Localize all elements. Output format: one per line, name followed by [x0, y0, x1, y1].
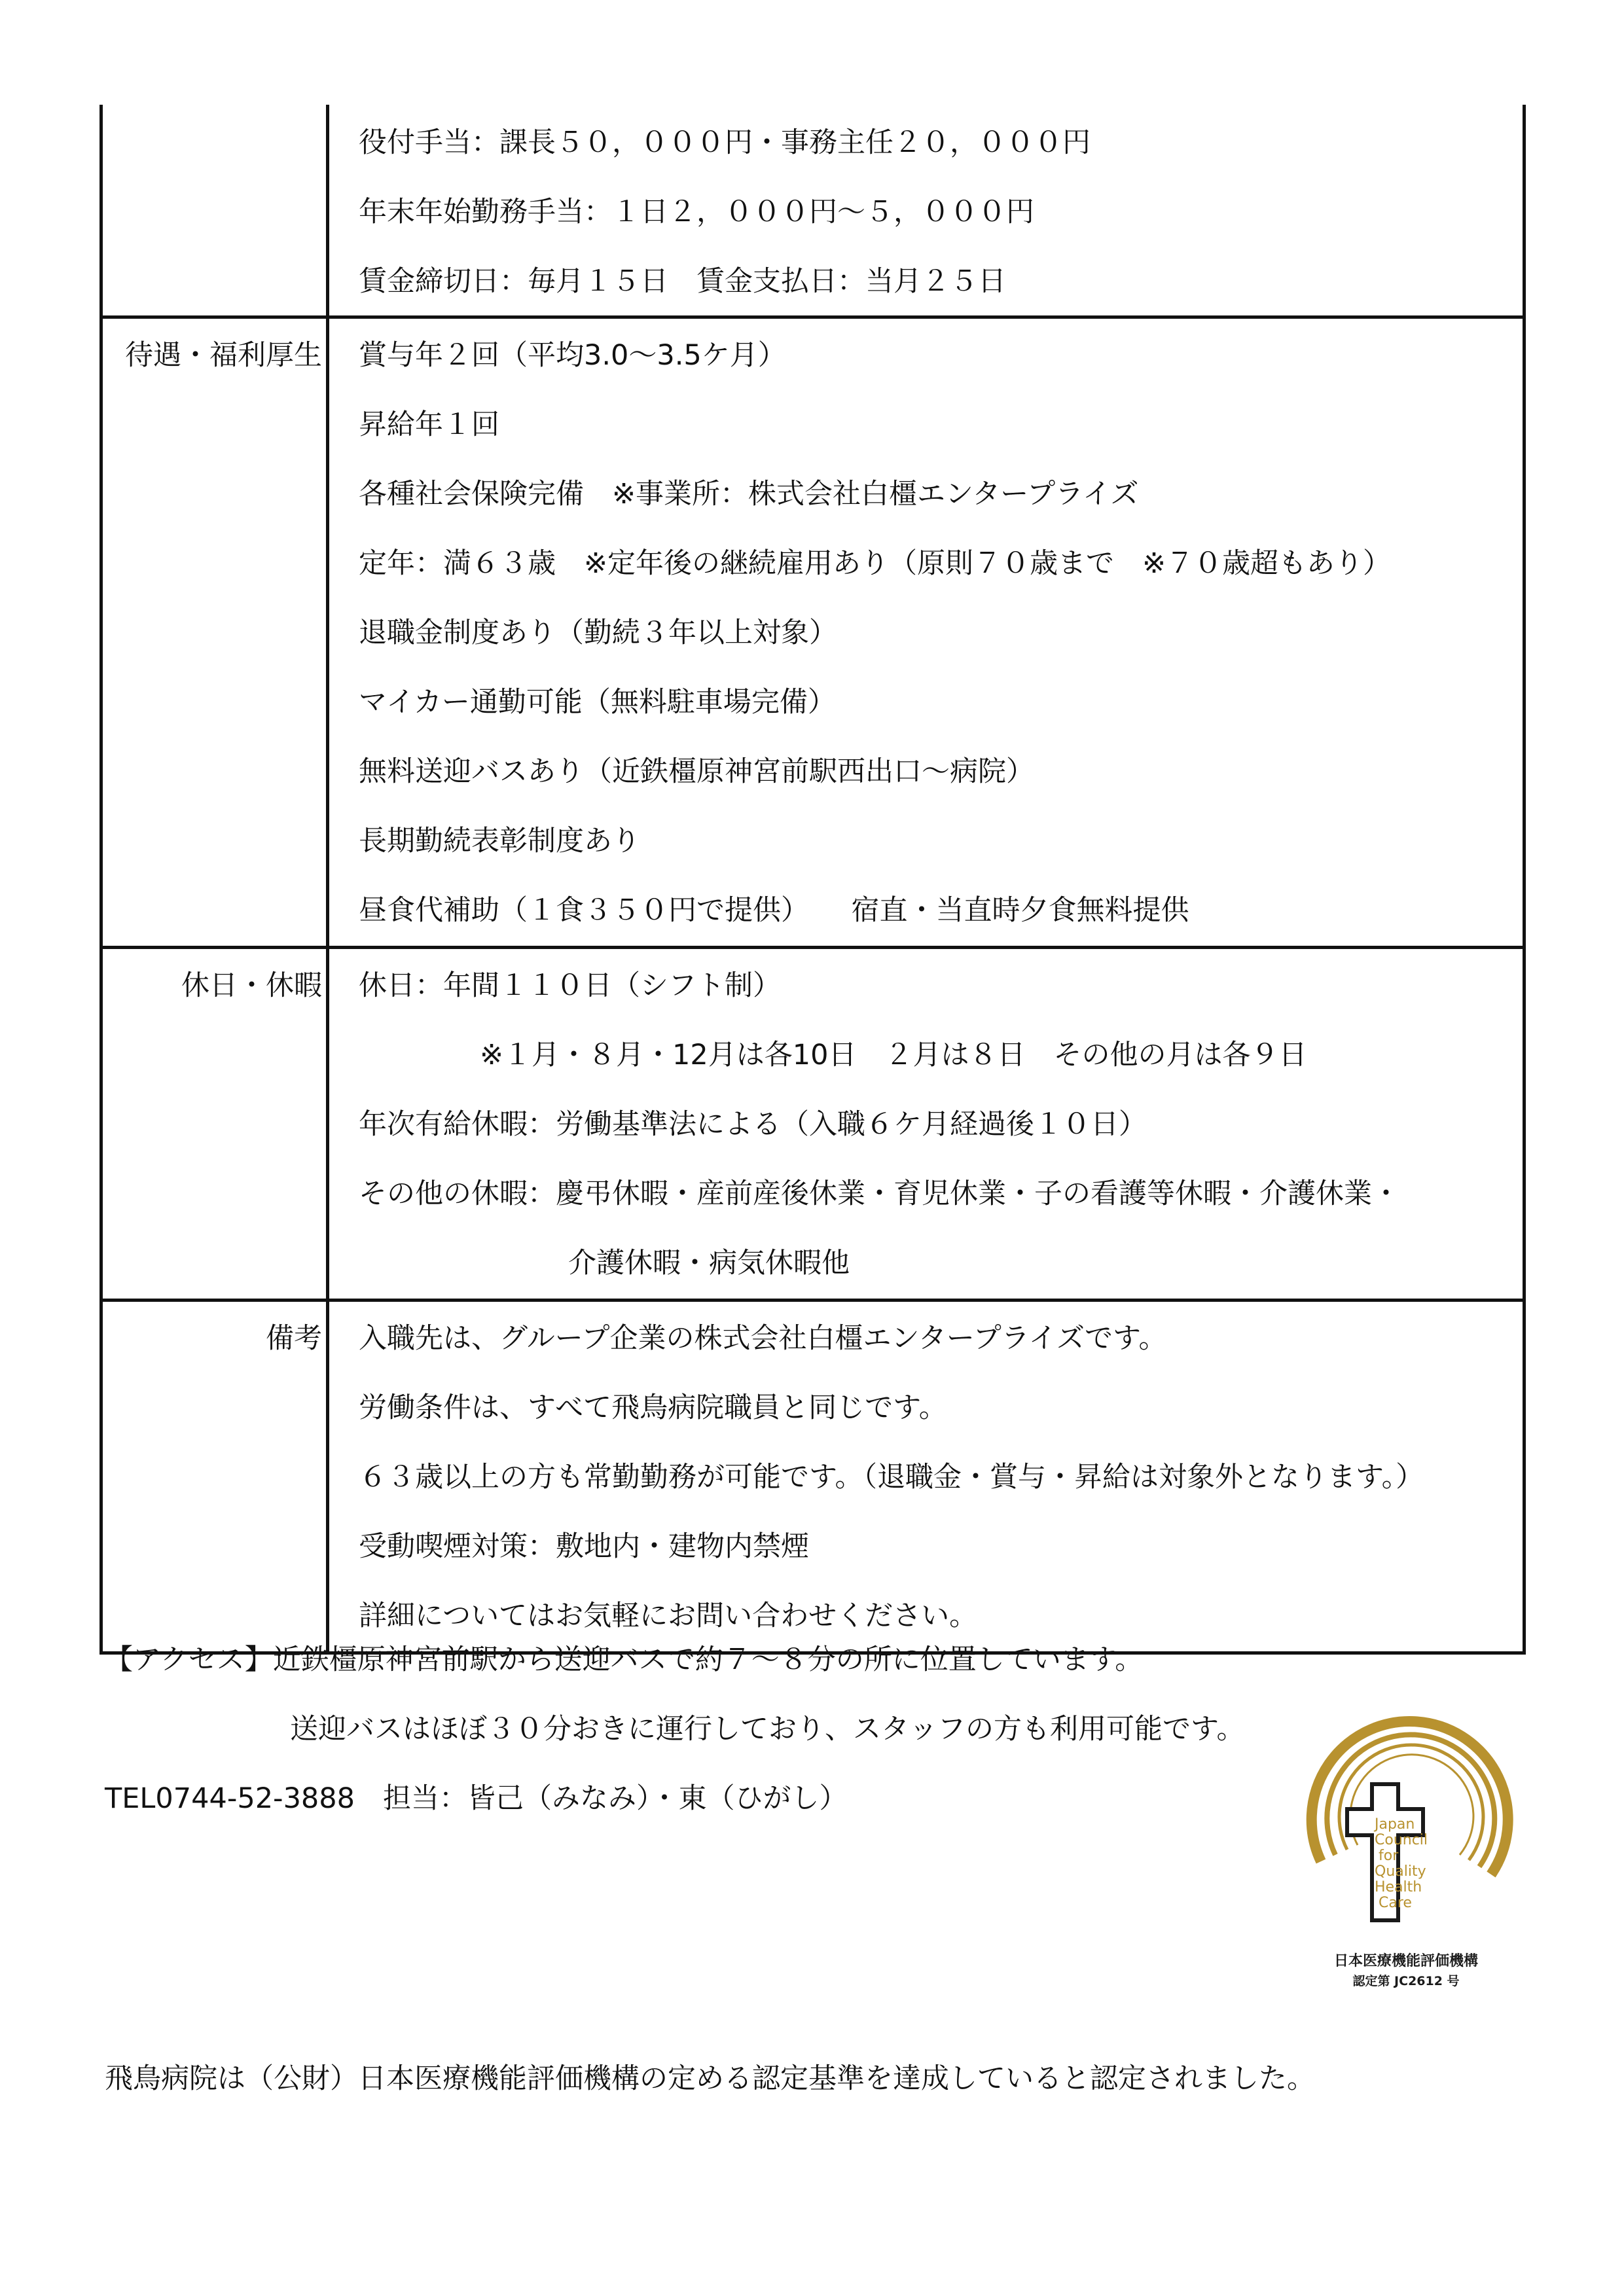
- row-line: 介護休暇・病気休暇他: [568, 1247, 850, 1280]
- row-line: 賃金締切日：毎月１５日 賃金支払日：当月２５日: [359, 265, 1006, 298]
- access-line: 【アクセス】近鉄橿原神宮前駅から送迎バスで約７～８分の所に位置しています。: [105, 1643, 1144, 1676]
- row-line: マイカー通勤可能（無料駐車場完備）: [359, 686, 836, 719]
- row-label: 休日・休暇: [103, 949, 329, 1299]
- row-label: 備考: [103, 1302, 329, 1651]
- row-content: [329, 1302, 1523, 1651]
- row-line: 無料送迎バスあり（近鉄橿原神宮前駅西出口～病院）: [359, 755, 1034, 788]
- emblem-word: Japan: [1375, 1816, 1415, 1833]
- emblem-word: for: [1379, 1848, 1399, 1864]
- row-line: 役付手当：課長５０，０００円・事務主任２０，０００円: [359, 126, 1091, 159]
- table-row-holidays: [103, 946, 1523, 1299]
- row-line: 年次有給休暇：労働基準法による（入職６ケ月経過後１０日）: [359, 1108, 1147, 1141]
- row-line: 休日：年間１１０日（シフト制）: [359, 969, 781, 1002]
- seal-org-name: 日本医療機能評価機構: [1333, 1953, 1478, 1969]
- conditions-table: [99, 105, 1526, 1655]
- row-line: 受動喫煙対策：敷地内・建物内禁煙: [359, 1530, 809, 1563]
- row-line: 昼食代補助（１食３５０円で提供） 宿直・当直時夕食無料提供: [359, 894, 1189, 927]
- row-line: ６３歳以上の方も常勤勤務が可能です。（退職金・賞与・昇給は対象外となります。）: [359, 1461, 1424, 1494]
- emblem-word: Council: [1375, 1832, 1428, 1848]
- table-row-wages: [103, 105, 1523, 315]
- row-line: 労働条件は、すべて飛鳥病院職員と同じです。: [359, 1391, 947, 1424]
- row-label: [103, 105, 329, 315]
- accreditation-notice: 飛鳥病院は（公財）日本医療機能評価機構の定める認定基準を達成していると認定されました。: [105, 2062, 1315, 2095]
- row-line: 定年：満６３歳 ※定年後の継続雇用あり（原則７０歳まで ※７０歳超もあり）: [359, 547, 1392, 580]
- row-line: その他の休暇：慶弔休暇・産前産後休業・育児休業・子の看護等休暇・介護休業・: [359, 1177, 1400, 1210]
- jcqhc-accreditation-seal: [1295, 1711, 1517, 2005]
- table-row-benefits: [103, 315, 1523, 946]
- seal-emblem-icon: [1295, 1711, 1517, 1946]
- seal-cert-number: 認定第 JC2612 号: [1352, 1974, 1460, 1988]
- row-line: 賞与年２回（平均3.0～3.5ケ月）: [359, 339, 786, 372]
- row-line: 長期勤続表彰制度あり: [359, 825, 640, 857]
- row-line: 各種社会保険完備 ※事業所：株式会社白橿エンタープライズ: [359, 478, 1139, 511]
- row-label: 待遇・福利厚生: [103, 319, 329, 946]
- access-line: 送迎バスはほぼ３０分おきに運行しており、スタッフの方も利用可能です。: [290, 1713, 1245, 1746]
- row-line: ※１月・８月・12月は各10日 ２月は８日 その他の月は各９日: [480, 1039, 1307, 1071]
- emblem-word: Health: [1375, 1879, 1422, 1895]
- emblem-word: Quality: [1375, 1863, 1426, 1880]
- row-content: [329, 105, 1523, 315]
- contact-line: TEL0744-52-3888 担当：皆己（みなみ）・東（ひがし）: [105, 1782, 848, 1815]
- row-line: 退職金制度あり（勤続３年以上対象）: [359, 617, 837, 649]
- row-content: [329, 949, 1523, 1299]
- row-line: 入職先は、グループ企業の株式会社白橿エンタープライズです。: [359, 1322, 1167, 1355]
- row-line: 年末年始勤務手当：１日２，０００円～５，０００円: [359, 196, 1034, 228]
- row-content: [329, 319, 1523, 946]
- emblem-word: Care: [1379, 1895, 1412, 1911]
- table-row-remarks: [103, 1299, 1523, 1651]
- row-line: 詳細についてはお気軽にお問い合わせください。: [359, 1600, 978, 1632]
- row-line: 昇給年１回: [359, 408, 499, 441]
